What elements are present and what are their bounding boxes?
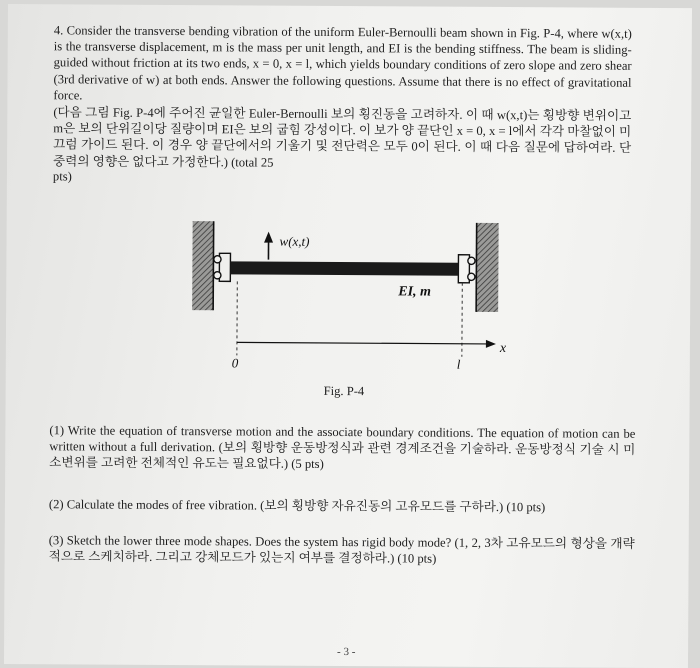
left-wall — [192, 221, 214, 310]
problem-total-points: pts) — [53, 168, 72, 184]
right-roller-top — [468, 257, 475, 264]
axis-label: x — [499, 341, 507, 356]
displacement-label: w(x,t) — [280, 234, 310, 249]
problem-intro: 4. Consider the transverse bending vibration of the uniform Euler-Bernoulli beam shown in Fig. P-4, where w(x,t) is the transverse displacement, m is the mass per unit length, and EI is the bending stiffness. The beam is sliding-guided without friction at its two ends, x = 0, x = l, which yields boundary conditions of zero slope and zero shear (3rd derivative of w) at both ends. Answer the following questions. Assume that there is no effect of gravitational force. — [53, 22, 631, 107]
x-axis-arrow-icon — [486, 340, 496, 348]
question-2: (2) Calculate the modes of free vibration. (보의 횡방향 자유진동의 고유모드를 구하라.) (10 pts) — [49, 496, 635, 516]
question-1: (1) Write the equation of transverse motion and the associate boundary conditions. The equation of motion can be written without a full derivation. (보의 횡방향 운동방정식과 관련 경계조건을 기술하라. 운동방정식 기술 시 미소변위를 고려한 전체적인 유도는 필요없다.) (5 pts) — [49, 422, 635, 474]
question-3: (3) Sketch the lower three mode shapes. Does the system has rigid body mode? (1, 2, 3차 고유모드의 형상을 개략적으로 스케치하라. 그리고 강체모드가 있는지 여부를 결정하라.) (10 pts) — [49, 532, 635, 568]
document-page — [4, 4, 692, 668]
left-roller-top — [214, 256, 221, 263]
page-footer: - 3 - — [337, 646, 355, 658]
beam — [230, 261, 458, 275]
right-wall — [476, 223, 499, 312]
problem-korean: (다음 그림 Fig. P-4에 주어진 균일한 Euler-Bernoulli 보의 횡진동을 고려하자. 이 때 w(x,t)는 횡방향 변위이고 m은 보의 단위길이당 질량이며 EI은 보의 굽힘 강성이다. 이 보가 양 끝단인 x = 0, x = l에서 각각 마찰없이 미끄럼 가이드 된다. 이 경우 양 끝단에서의 기울기 및 전단력은 모두 0이 된다. 이 때 다음 질문에 답하여라. 단 중력의 영향은 없다고 가정한다.) (total 25 — [53, 104, 631, 172]
end-label: l — [457, 357, 461, 372]
x-axis — [237, 342, 487, 344]
beam-label: EI, m — [397, 284, 431, 299]
right-roller-bottom — [468, 273, 475, 280]
origin-label: 0 — [232, 355, 239, 370]
figure-caption: Fig. P-4 — [324, 384, 365, 399]
right-slider-block — [458, 255, 469, 283]
displacement-arrow-icon — [264, 232, 273, 243]
left-slider-block — [219, 253, 230, 281]
left-roller-bottom — [214, 272, 221, 279]
